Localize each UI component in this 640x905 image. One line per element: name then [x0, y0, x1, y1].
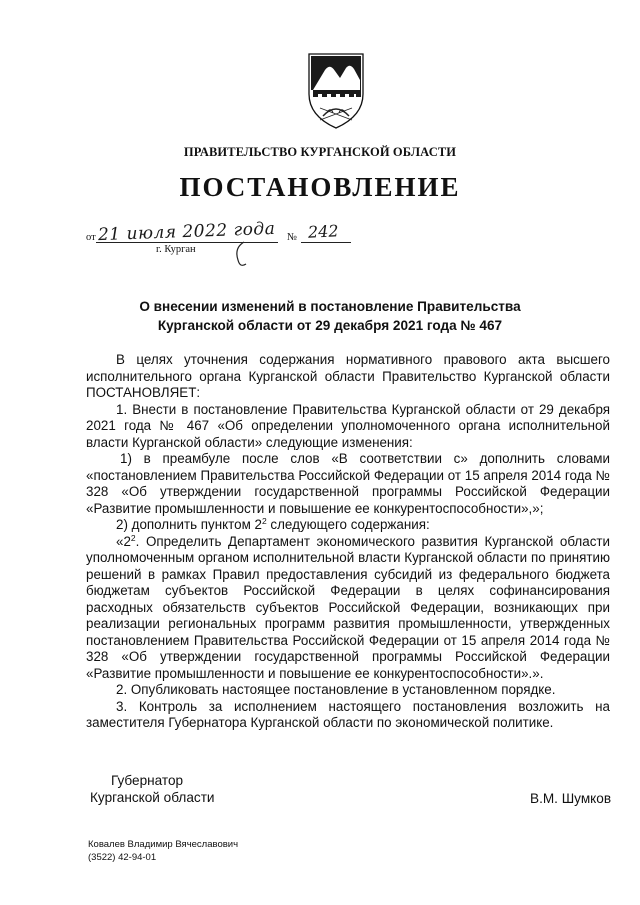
date-handwritten: 21 июля 2022 года: [97, 218, 276, 246]
item-3-paragraph: 3. Контроль за исполнением настоящего постановления возложить на заместителя Губернатора Курганской области по экономической политике.: [86, 698, 610, 730]
preamble-paragraph: В целях уточнения содержания нормативного правового акта высшего исполнительного органа Курганской области Правительство Курганской области ПОСТАНОВЛЯЕТ:: [86, 352, 610, 400]
superscript: 2: [261, 516, 267, 526]
executor-name: Ковалев Владимир Вячеславович: [88, 839, 239, 850]
signatory-title-line-1: Губернатор: [111, 773, 184, 788]
subitem-2-text-end: следующего содержания:: [266, 517, 430, 532]
handwritten-flourish: [228, 240, 258, 270]
subitem-2-text: 2) дополнить пунктом 2: [116, 517, 262, 532]
subitem-2-paragraph: [86, 517, 610, 534]
subitem-1-paragraph: 1) в преамбуле после слов «В соответствии с» дополнить словами «постановлением Правительства Российской Федерации от 15 апреля 2014 года № 328 «Об утверждении государственной программы Российской Федерации «Развитие промышленности и повышение ее конкурентоспособности»,»;: [86, 451, 610, 516]
subject-line-1: О внесении изменений в постановление Правительства: [139, 299, 521, 314]
document-body: [86, 352, 610, 732]
kurgan-coat-of-arms-icon: [303, 50, 369, 132]
subject-line-2: Курганской области от 29 декабря 2021 года № 467: [157, 318, 503, 333]
date-prefix: от: [86, 232, 96, 243]
number-handwritten: 242: [307, 221, 340, 242]
number-underline: [301, 242, 351, 243]
new-point-number: «2: [116, 533, 131, 549]
number-prefix: №: [287, 232, 298, 243]
coat-of-arms-emblem: [303, 50, 369, 132]
new-point-paragraph: [86, 534, 610, 683]
superscript: 2: [130, 532, 136, 543]
item-1-paragraph: 1. Внести в постановление Правительства Курганской области от 29 декабря 2021 года № 467 «Об определении уполномоченного органа исполнительной власти Курганской области» следующие изменения:: [86, 401, 610, 450]
item-2-paragraph: 2. Опубликовать настоящее постановление в установленном порядке.: [116, 682, 556, 697]
executor-phone: (3522) 42-94-01: [88, 852, 157, 863]
document-type-title: ПОСТАНОВЛЕНИЕ: [179, 172, 461, 202]
new-point-text: . Определить Департамент экономического развития Курганской области уполномоченным органом исполнительной власти Курганской области по принятию решений в рамках Правил предоставления субсидий из федерального бюджета бюджетам субъектов Российской Федерации в целях софинансирования расходных обязательств субъектов Российской Федерации, возникающих при реализации региональных программ развития промышленности, утвержденных постановлением Правительства Российской Федерации от 15 апреля 2014 года № 328 «Об утверждении государственной программы Российской Федерации «Развитие промышленности и повышение ее конкурентоспособности».».: [86, 533, 610, 681]
document-subject: [120, 297, 540, 335]
city-label: г. Курган: [156, 244, 196, 255]
signatory-title-line-2: Курганской области: [90, 790, 215, 805]
government-name: ПРАВИТЕЛЬСТВО КУРГАНСКОЙ ОБЛАСТИ: [183, 145, 457, 159]
signatory-name: В.М. Шумков: [530, 791, 612, 806]
